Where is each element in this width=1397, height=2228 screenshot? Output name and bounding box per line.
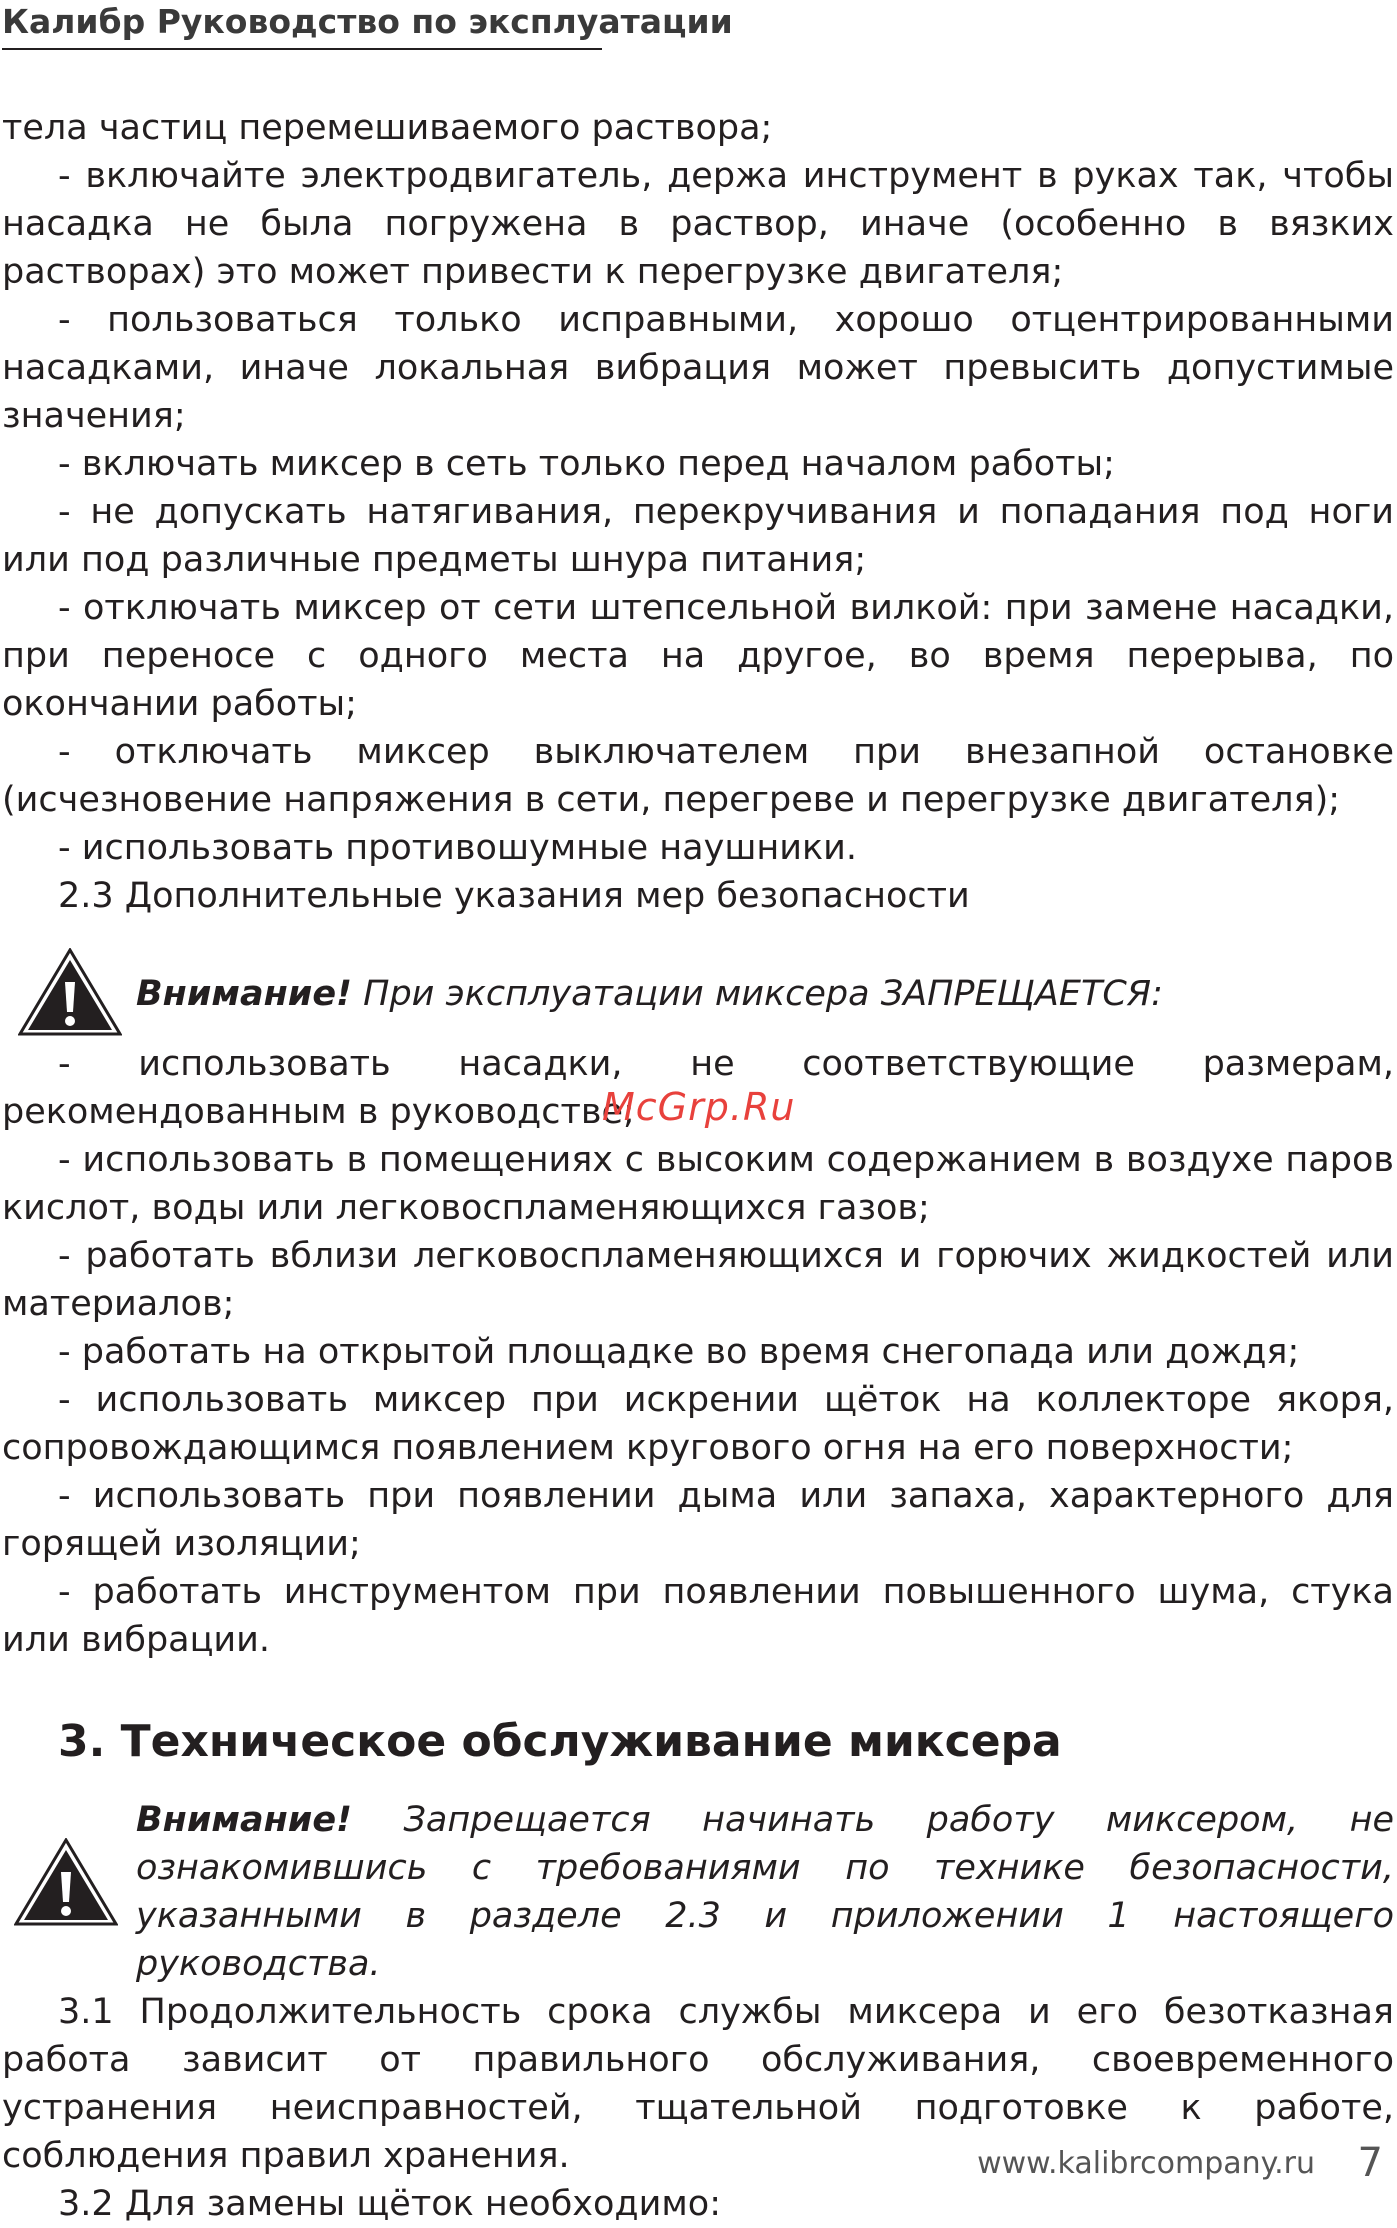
paragraph: - отключать миксер выключателем при внезапной остановке (исчезновение напряжения в сети, перегреве и перегрузке двигателя); — [2, 732, 1394, 820]
paragraph: - работать инструментом при появлении повышенного шума, стука или вибрации. — [2, 1572, 1394, 1660]
warning-label: Внимание! — [136, 1800, 353, 1840]
warning-text — [136, 970, 1394, 1018]
paragraph: - не допускать натягивания, перекручивания и попадания под ноги или под различные предметы шнура питания; — [2, 492, 1394, 580]
paragraph: - работать вблизи легковоспламеняющихся и горючих жидкостей или материалов; — [2, 1236, 1394, 1324]
page-content — [0, 104, 1397, 2228]
paragraph: - включать миксер в сеть только перед началом работы; — [58, 444, 1115, 484]
paragraph: 3.2 Для замены щёток необходимо: — [58, 2184, 721, 2224]
paragraph: - использовать миксер при искрении щёток на коллекторе якоря, сопровождающимся появлением кругового огня на его поверхности; — [2, 1380, 1394, 1468]
warning-block — [0, 944, 1397, 1040]
warning-body: При эксплуатации миксера ЗАПРЕЩАЕТСЯ: — [352, 974, 1163, 1014]
paragraph: - работать на открытой площадке во время снегопада или дождя; — [58, 1332, 1300, 1372]
warning-triangle-icon — [18, 948, 122, 1036]
paragraph: - включайте электродвигатель, держа инструмент в руках так, чтобы насадка не была погружена в раствор, иначе (особенно в вязких растворах) это может привести к перегрузке двигателя; — [2, 156, 1394, 292]
paragraph: - использовать при появлении дыма или запаха, характерного для горящей изоляции; — [2, 1476, 1394, 1564]
paragraph: - пользоваться только исправными, хорошо отцентрированными насадками, иначе локальная вибрация может превысить допустимые значения; — [2, 300, 1394, 436]
paragraph: - использовать в помещениях с высоким содержанием в воздухе паров кислот, воды или легковоспламеняющихся газов; — [2, 1140, 1394, 1228]
paragraph: - отключать миксер от сети штепсельной вилкой: при замене насадки, при переносе с одного места на другое, во время перерыва, по окончании работы; — [2, 588, 1394, 724]
footer-website-link[interactable]: www.kalibrcompany.ru — [977, 2146, 1315, 2181]
watermark: McGrp.Ru — [602, 1085, 796, 1129]
paragraph: - использовать противошумные наушники. — [58, 828, 858, 868]
running-header — [2, 0, 733, 50]
paragraph: тела частиц перемешиваемого раствора; — [2, 108, 773, 148]
warning-triangle-icon — [14, 1838, 118, 1926]
page-number: 7 — [1357, 2140, 1383, 2186]
section-heading: 3. Техническое обслуживание миксера — [58, 1716, 1062, 1767]
warning-block — [0, 1796, 1397, 1984]
warning-body: Запрещается начинать работу миксером, не ознакомившись с требованиями по технике безопасности, указанными в разделе 2.3 и приложении 1 настоящего руководства. — [136, 1800, 1394, 1984]
paragraph: - использовать насадки, не соответствующие размерам, рекомендованным в руководстве; — [2, 1044, 1394, 1132]
paragraph: 3.1 Продолжительность срока службы миксера и его безотказная работа зависит от правильного обслуживания, своевременного устранения неисправностей, тщательной подготовке к работе, соблюдения правил хранения. — [2, 1992, 1394, 2176]
warning-label: Внимание! — [136, 974, 353, 1014]
subsection-heading: 2.3 Дополнительные указания мер безопасности — [58, 876, 970, 916]
header-title: Калибр Руководство по эксплуатации — [2, 2, 733, 41]
warning-text — [136, 1796, 1394, 1988]
